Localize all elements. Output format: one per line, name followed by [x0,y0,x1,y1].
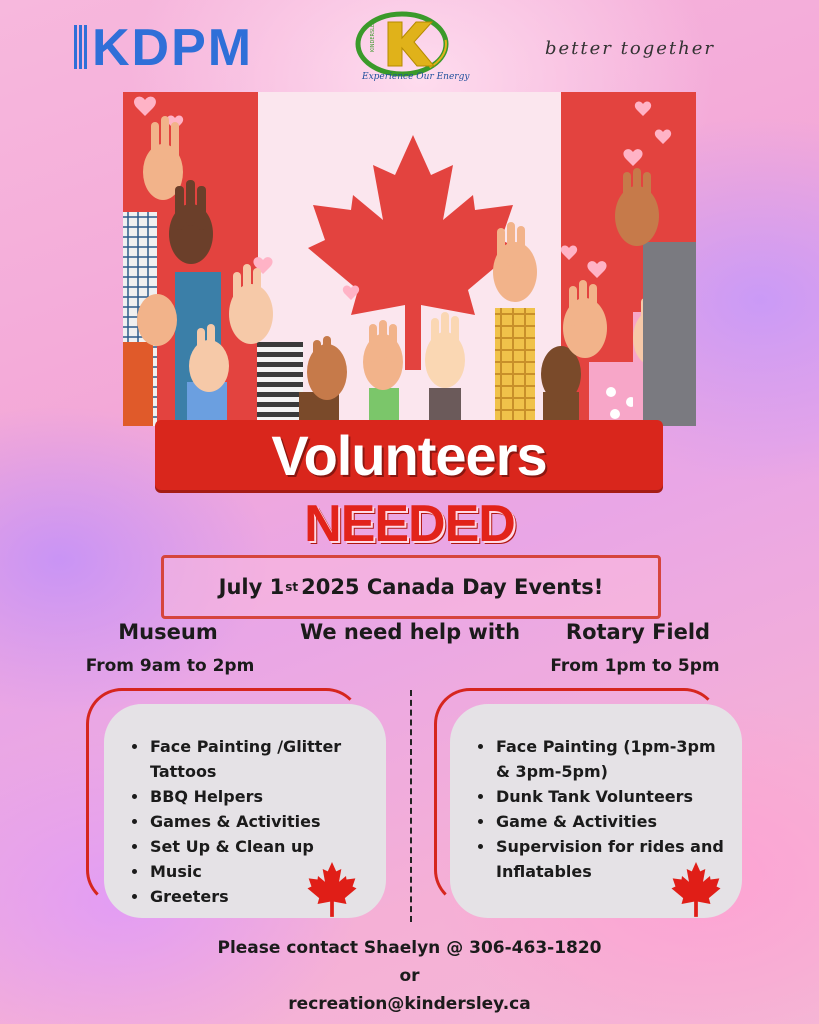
rotary-time: From 1pm to 5pm [550,656,720,676]
volunteers-banner [155,420,663,490]
contact-or: or [399,966,420,986]
list-item: Games & Activities [150,809,386,834]
list-item: Greeters [150,884,386,909]
kdpm-logo-text: KDPM [92,19,254,77]
rotary-list [450,704,742,884]
event-date-prefix: July 1 [218,575,285,599]
volunteers-title: Volunteers [271,423,547,487]
event-date-suffix: 2025 Canada Day Events! [301,575,604,599]
maple-leaf-icon [670,862,722,918]
maple-leaf-icon [306,862,358,918]
museum-title: Museum [118,620,218,644]
museum-time: From 9am to 2pm [85,656,255,676]
kdpm-logo [74,20,253,76]
event-date-sup: st [285,580,299,594]
needed-title: NEEDED [304,495,515,553]
list-item: BBQ Helpers [150,784,386,809]
list-item: Set Up & Clean up [150,834,386,859]
list-item: Supervision for rides and Inflatables [496,834,728,884]
canada-flag-hands-illustration [123,92,696,426]
contact-line: Please contact Shaelyn @ 306-463-1820 [217,938,602,958]
kindersley-tagline: Experience Our Energy [362,72,470,82]
center-heading: We need help with [299,620,521,644]
list-item: Game & Activities [496,809,742,834]
better-together-tagline: better together [545,38,715,59]
list-item: Face Painting (1pm-3pm & 3pm-5pm) [496,734,728,784]
list-item: Face Painting /Glitter Tattoos [150,734,360,784]
list-item: Music [150,859,386,884]
contact-email: recreation@kindersley.ca [288,994,531,1014]
kdpm-logo-stripe-icon [74,25,88,69]
list-item: Dunk Tank Volunteers [496,784,742,809]
rotary-title: Rotary Field [565,620,711,644]
event-date-box [161,555,661,619]
kindersley-logo-small-text: KINDERSLEY [370,20,376,52]
divider-line [410,690,412,922]
